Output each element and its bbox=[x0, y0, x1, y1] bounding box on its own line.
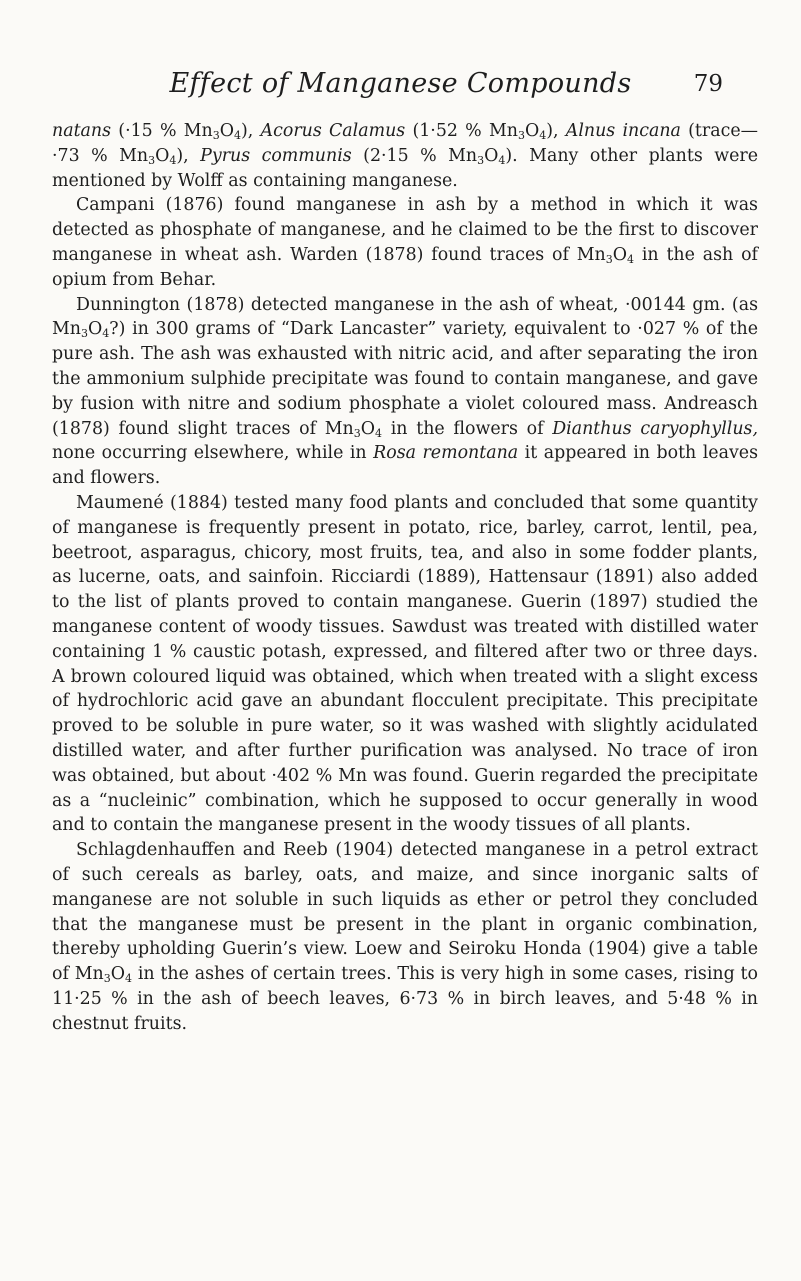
text-run: O bbox=[360, 418, 376, 439]
text-run: none occurring elsewhere, while in bbox=[52, 443, 374, 464]
text-run: ). Many other plants were mentioned by Wolff as containing manganese. bbox=[52, 145, 758, 191]
text-run: ), bbox=[546, 121, 566, 141]
text-run: O bbox=[484, 145, 499, 166]
running-head-title: Effect of Manganese Compounds bbox=[169, 68, 632, 99]
text-run: O bbox=[155, 145, 170, 166]
subscript: 3 bbox=[477, 153, 485, 167]
text-run: Dunnington (1878) detected manganese in the ash of wheat, ·00144 gm. (as Mn bbox=[52, 294, 758, 340]
subscript: 3 bbox=[81, 327, 89, 341]
paragraph bbox=[52, 293, 758, 491]
text-run: in the ashes of certain trees. This is very high in some cases, rising to 11·25 % in the ash of beech leaves, 6·73 % in birch leaves, and 5·48 % in chestnut fruits. bbox=[52, 964, 758, 1034]
text-run: ), bbox=[176, 145, 201, 166]
text-run: Schlagdenhauffen and Reeb (1904) detected manganese in a petrol extract of such cereals as barley, oats, and maize, and since inorganic salts of manganese are not soluble in such liquids as ether or petrol they concluded that the manganese must be present in the plant in organic combination, thereby upholding Guerin’s view. Loew and Seiroku Honda (1904) give a table of Mn bbox=[52, 840, 758, 985]
text-run: O bbox=[524, 121, 540, 141]
subscript: 4 bbox=[375, 426, 383, 440]
italic-text: Acorus Calamus bbox=[260, 121, 406, 141]
subscript: 3 bbox=[353, 426, 361, 440]
italic-text: Pyrus communis bbox=[200, 145, 352, 166]
paragraph bbox=[52, 193, 758, 292]
text-run: Campani (1876) found manganese in ash by a method in which it was detected as phosphate of manganese, and he claimed to be the first to discover manganese in wheat ash. Warden (1878) found traces of Mn bbox=[52, 195, 758, 265]
text-run: ), bbox=[241, 121, 261, 141]
text-run: ?) in 300 grams of “Dark Lancaster” variety, equivalent to ·027 % of the pure ash. The ash was exhausted with nitric acid, and after separating the iron the ammonium sulphide precipitate was found to contain manganese, and gave by fusion with nitre and sodium phosphate a violet coloured mass. Andreasch (1878) found slight traces of Mn bbox=[52, 319, 758, 439]
text-run: (2·15 % Mn bbox=[351, 145, 478, 166]
subscript: 4 bbox=[234, 129, 241, 142]
text-run: (·15 % Mn bbox=[111, 121, 213, 141]
paragraph bbox=[52, 491, 758, 838]
italic-text: Dianthus caryophyllus, bbox=[552, 418, 758, 439]
text-run: O bbox=[110, 964, 126, 985]
text-run: in the flowers of bbox=[382, 418, 553, 439]
text-run: O bbox=[219, 121, 234, 141]
subscript: 4 bbox=[539, 129, 547, 142]
paragraph bbox=[52, 119, 758, 193]
text-run: (trace—·73 % Mn bbox=[52, 121, 758, 166]
subscript: 3 bbox=[517, 129, 525, 142]
subscript: 4 bbox=[102, 327, 110, 341]
subscript: 4 bbox=[169, 153, 177, 167]
subscript: 3 bbox=[103, 972, 111, 986]
text-run: it appeared in both leaves and flowers. bbox=[52, 443, 759, 489]
italic-text: Alnus incana bbox=[565, 121, 681, 141]
subscript: 4 bbox=[627, 252, 635, 266]
text-run: Maumené (1884) tested many food plants and concluded that some quantity of manganese is frequently present in potato, rice, barley, carrot, lentil, pea, beetroot, asparagus, chicory, most fruits, tea, and also in some fodder plants, as lucerne, oats, and sainfoin. Ricciardi (1889), Hattensaur (1891) also added to the list of plants proved to contain manganese. Guerin (1897) studied the manganese content of woody tissues. Sawdust was treated with distilled water containing 1 % caustic potash, expressed, and filtered after two or three days. A brown coloured liquid was obtained, which when treated with a slight excess of hydrochloric acid gave an abundant flocculent precipitate. This precipitate proved to be soluble in pure water, so it was washed with slightly acidulated distilled water, and after further purification was analysed. No trace of iron was obtained, but about ·402 % Mn was found. Guerin regarded the precipitate as a “nucleinic” combination, which he supposed to occur generally in wood and to contain the manganese present in the woody tissues of all plants. bbox=[52, 492, 758, 836]
subscript: 3 bbox=[148, 153, 156, 167]
subscript: 4 bbox=[498, 153, 506, 167]
subscript: 3 bbox=[605, 252, 613, 266]
italic-text: Rosa remontana bbox=[373, 443, 519, 464]
body-text bbox=[52, 119, 758, 1036]
subscript: 4 bbox=[125, 972, 133, 986]
italic-text: natans bbox=[52, 121, 112, 141]
running-head bbox=[0, 66, 801, 106]
subscript: 3 bbox=[212, 129, 220, 142]
text-run: O bbox=[612, 244, 628, 265]
text-run: O bbox=[88, 319, 103, 340]
page-number: 79 bbox=[693, 71, 723, 97]
text-run: (1·52 % Mn bbox=[405, 121, 518, 141]
paragraph bbox=[52, 838, 758, 1036]
text-run: in the ash of opium from Behar. bbox=[52, 244, 758, 290]
